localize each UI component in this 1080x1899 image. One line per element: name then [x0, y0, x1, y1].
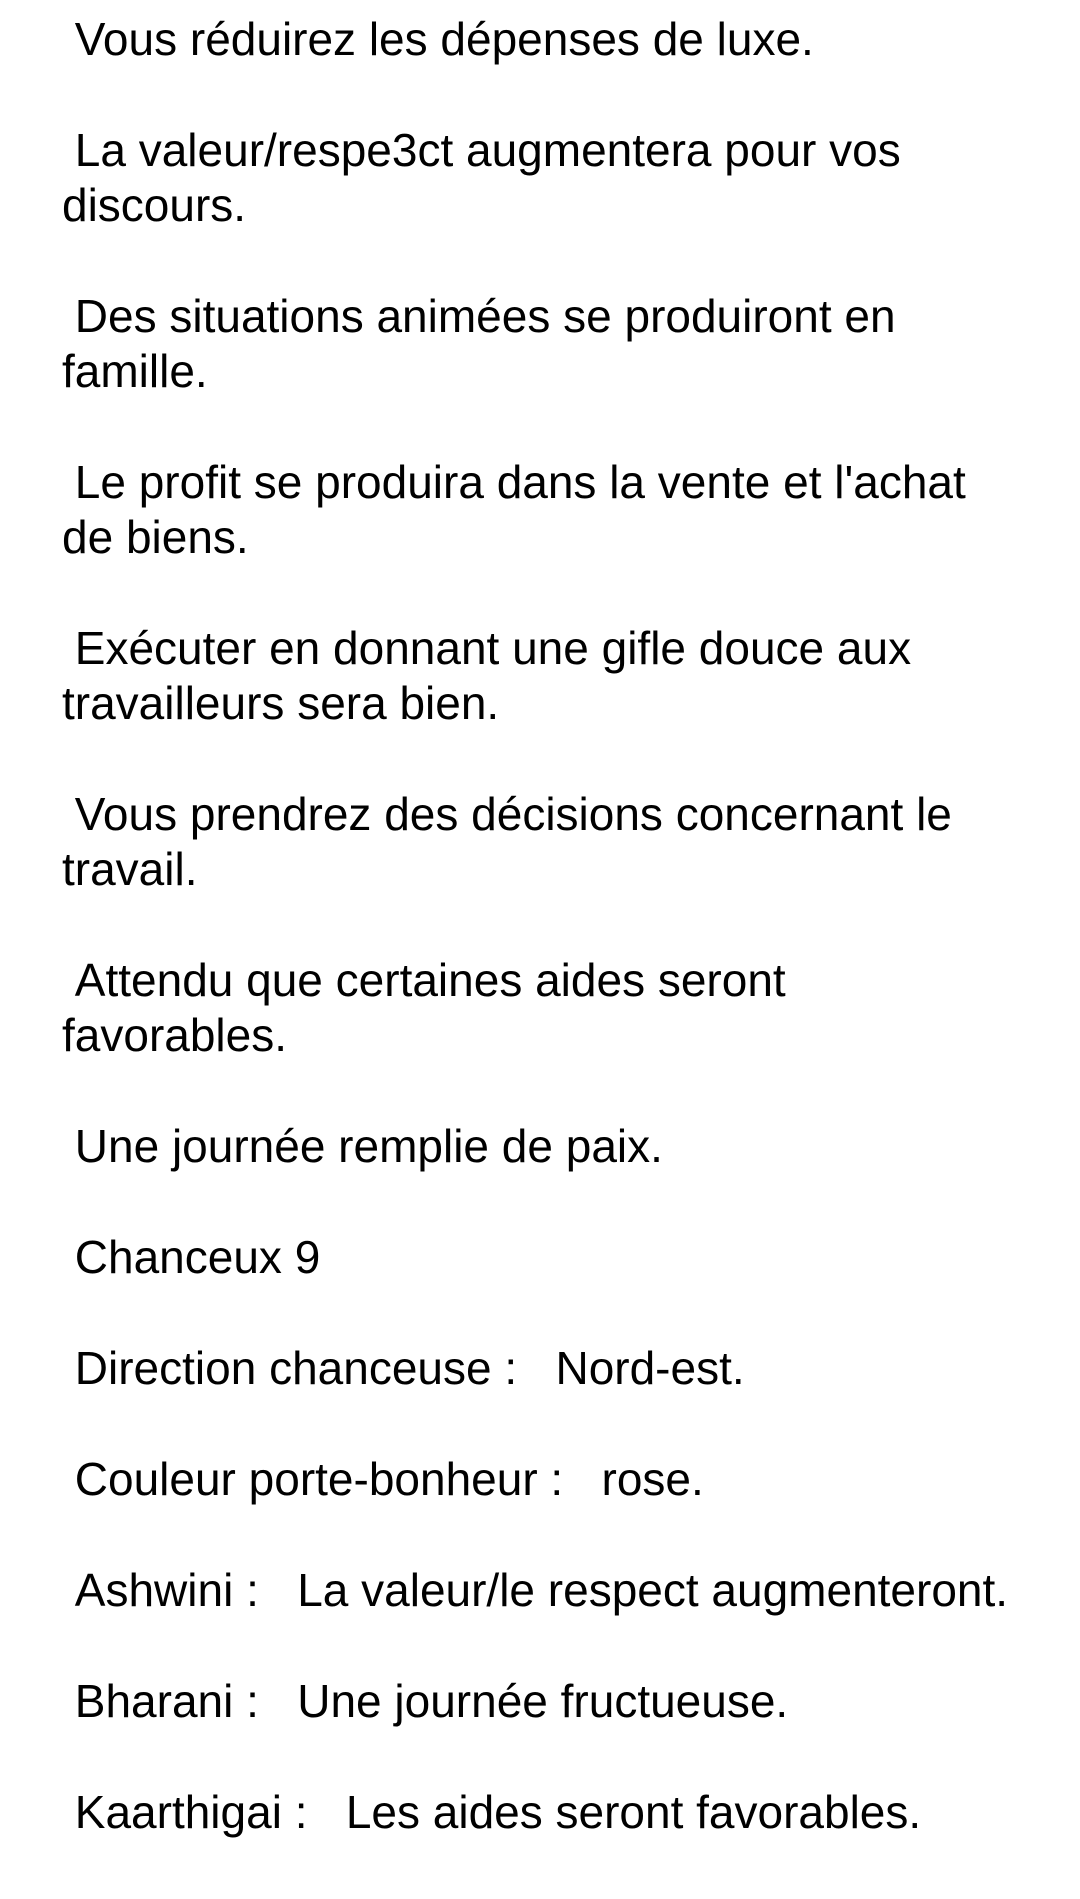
paragraph-kaarthigai: Kaarthigai : Les aides seront favorables.: [62, 1786, 922, 1838]
paragraph-luxury-expenses: Vous réduirez les dépenses de luxe.: [62, 13, 814, 65]
paragraph-work-decisions: Vous prendrez des décisions concernant le travail.: [62, 788, 965, 895]
paragraph-lucky-direction: Direction chanceuse : Nord-est.: [62, 1342, 745, 1394]
paragraph-family-situations: Des situations animées se produiront en famille.: [62, 290, 909, 397]
horoscope-text-body: [62, 12, 1022, 1896]
paragraph-expected-help: Attendu que certaines aides seront favorables.: [62, 954, 799, 1061]
paragraph-profit-trade: Le profit se produira dans la vente et l'achat de biens.: [62, 456, 979, 563]
paragraph-lucky-color: Couleur porte-bonheur : rose.: [62, 1453, 704, 1505]
paragraph-workers: Exécuter en donnant une gifle douce aux travailleurs sera bien.: [62, 622, 924, 729]
paragraph-peaceful-day: Une journée remplie de paix.: [62, 1120, 663, 1172]
paragraph-bharani: Bharani : Une journée fructueuse.: [62, 1675, 789, 1727]
paragraph-respect-speech: La valeur/respe3ct augmentera pour vos discours.: [62, 124, 914, 231]
paragraph-ashwini: Ashwini : La valeur/le respect augmenteront.: [62, 1564, 1009, 1616]
paragraph-lucky-number: Chanceux 9: [62, 1231, 321, 1283]
